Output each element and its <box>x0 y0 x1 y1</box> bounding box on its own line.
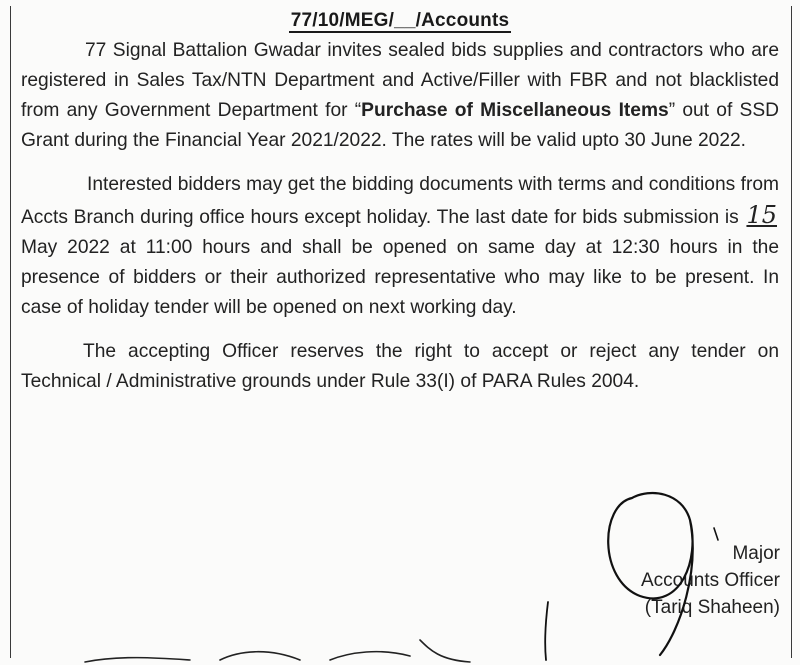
handwritten-date: 15 <box>746 201 777 229</box>
signatory-name: (Tariq Shaheen) <box>644 597 780 618</box>
notice-body <box>21 36 779 397</box>
signatory-rank: Major <box>732 543 780 564</box>
signature-block <box>580 540 780 621</box>
reference-heading <box>0 10 800 32</box>
p1-text-end: ” out of SSD Grant during the Financial Year 2021/2022. The rates will be valid upto 30 June 2022. <box>21 100 779 151</box>
p3-text: The accepting Officer reserves the right to accept or reject any tender on Technical / Administrative grounds under Rule 33(I) of PARA Rules 2004. <box>21 341 779 392</box>
paragraph-1 <box>21 36 779 156</box>
p2-text-end: May 2022 at 11:00 hours and shall be opened on same day at 12:30 hours in the presence of bidders or their authorized representative who may like to be present. In case of holiday tender will be opened on next working day. <box>21 237 779 318</box>
paragraph-2 <box>21 170 779 323</box>
p1-bold-title: Purchase of Miscellaneous Items <box>361 100 669 121</box>
p2-text-start: Interested bidders may get the bidding documents with terms and conditions from Accts Branch during office hours except holiday. The last date for bids submission is <box>21 174 779 228</box>
paragraph-3 <box>21 337 779 397</box>
p1-text-start: 77 Signal Battalion Gwadar invites sealed bids supplies and contractors who are registered in Sales Tax/NTN Department and Active/Filler with FBR and not blacklisted from any Government Department for “ <box>21 40 779 121</box>
reference-number: 77/10/MEG/__/Accounts <box>290 10 510 31</box>
signatory-designation: Accounts Officer <box>640 570 780 591</box>
